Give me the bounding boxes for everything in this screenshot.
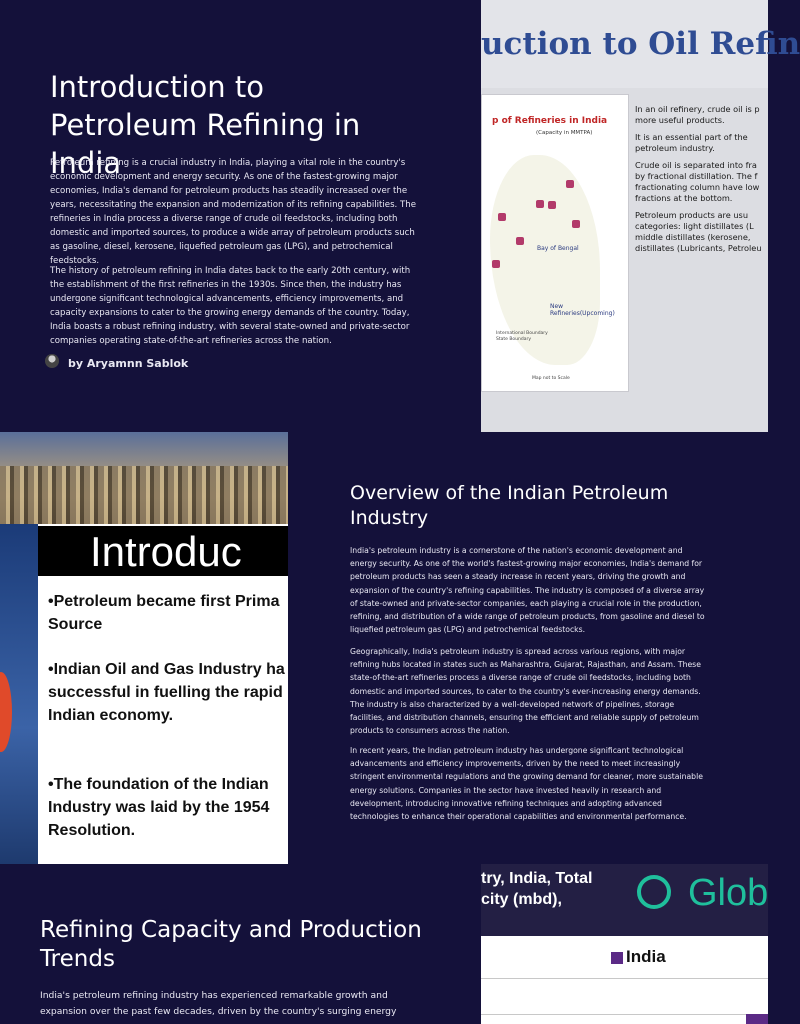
chart-bar xyxy=(746,1014,768,1024)
image-text-line: petroleum industry. xyxy=(635,143,715,153)
refinery-marker xyxy=(498,213,506,221)
image-text-line: fractions at the bottom. xyxy=(635,193,733,203)
image-text-line: fractionating column have low xyxy=(635,182,760,192)
map-note: Map not to Scale xyxy=(532,376,570,381)
logo-text: Glob xyxy=(688,872,769,914)
india-map xyxy=(481,94,629,392)
legend-state: State Boundary xyxy=(496,337,532,342)
globaldata-logo-icon xyxy=(637,875,671,909)
slide-3-title: Refining Capacity and Production Trends xyxy=(40,917,422,972)
image-text-line: distillates (Lubricants, Petroleu xyxy=(635,243,762,253)
image-text-line: categories: light distillates (L xyxy=(635,221,754,231)
image-heading: Introduc xyxy=(90,528,242,575)
refinery-marker xyxy=(548,201,556,209)
image-chart-title: try, India, Total city (mbd), xyxy=(481,870,593,908)
legend-label: India xyxy=(626,947,666,966)
slide-2-paragraph-1: India's petroleum industry is a cornerstone of the nation's economic development and energy security. As one of the world's fastest-growing major economies, India's demand for petroleum products has seen a steady increase in recent years, driving the growth and expansion of the country's refining capabilities. The industry is composed of a diverse array of state-owned and private-sector companies, each playing a crucial role in the production, refining, and distribution of a wide range of petroleum products, from gasoline and diesel to liquefied petroleum gas (LPG) and petrochemical feedstocks. xyxy=(350,546,705,635)
refinery-marker xyxy=(572,220,580,228)
image-text-line: more useful products. xyxy=(635,115,725,125)
slide-2-title: Overview of the Indian Petroleum Industry xyxy=(350,482,669,529)
slide-1-paragraph-1: Petroleum refining is a crucial industry in India, playing a vital role in the country's economic development and energy security. As one of the fastest-growing major economies, India's demand for petroleum products has steadily increased over the years, necessitating the expansion and modernization of its refining capabilities. The refineries in India process a diverse range of crude oil feedstocks, including both domestic and imported sources, to produce a wide array of petroleum products such as gasoline, diesel, kerosene, liquefied petroleum gas (LPG), and petrochemical feedstocks. xyxy=(50,158,417,266)
image-text-line: Crude oil is separated into fra xyxy=(635,160,757,170)
legend-border: International Boundary xyxy=(496,331,548,336)
bay-label: Bay of Bengal xyxy=(537,245,579,252)
refinery-marker xyxy=(492,260,500,268)
slide-1-title: Introduction to Petroleum Refining in India xyxy=(50,70,361,180)
author-avatar xyxy=(45,354,59,368)
image-header-text: uction to Oil Refin xyxy=(481,26,800,62)
slide-2-paragraph-3: In recent years, the Indian petroleum industry has undergone significant technological advancements and efficiency improvements, driven by the need to meet increasingly stringent environmental regulations and the growing demand for cleaner, more sustainable energy solutions. Companies in the sector have invested heavily in research and development, introducing innovative refining techniques and adopting advanced technologies to enhance their operational capabilities and environmental performance. xyxy=(350,746,703,822)
image-bullet-1: •Petroleum became first Prima Source xyxy=(48,593,280,633)
image-bullet-3: •The foundation of the Indian Industry was laid by the 1954 Resolution. xyxy=(48,776,270,839)
image-text-line: Petroleum products are usu xyxy=(635,210,749,220)
image-text-line: by fractional distillation. The f xyxy=(635,171,758,181)
map-subtitle: (Capacity in MMTPA) xyxy=(536,130,593,136)
refinery-marker xyxy=(566,180,574,188)
refinery-marker xyxy=(516,237,524,245)
author-name: by Aryamnn Sablok xyxy=(68,357,189,370)
image-text-line: It is an essential part of the xyxy=(635,132,748,142)
slide-1-paragraph-2: The history of petroleum refining in India dates back to the early 20th century, with the establishment of the first refineries in the 1930s. Since then, the industry has undergone significant technological advancements, efficiency improvements, and capacity expansions to cater to the growing energy demands of the country. Today, India boasts a robust refining industry, with several state-owned and private-sector companies operating state-of-the-art refineries across the nation. xyxy=(50,266,411,346)
image-bullet-2: •Indian Oil and Gas Industry ha successful in fuelling the rapid Indian economy. xyxy=(48,661,285,724)
slide-3-paragraph: India's petroleum refining industry has experienced remarkable growth and expansion over the past few decades, driven by the country's surging energy xyxy=(40,990,397,1017)
new-refineries-legend: New Refineries(Upcoming) xyxy=(550,303,615,317)
map-title: p of Refineries in India xyxy=(492,116,608,126)
image-text-line: In an oil refinery, crude oil is p xyxy=(635,104,760,114)
refinery-marker xyxy=(536,200,544,208)
slide-2-paragraph-2: Geographically, India's petroleum industry is spread across various regions, with major refining hubs located in states such as Maharashtra, Gujarat, Rajasthan, and Assam. These state-of-the-art refineries process a diverse range of crude oil feedstocks, including both domestic and imported sources, to cater to the country's ever-increasing energy demands. The industry is also characterized by a well-developed network of pipelines, storage facilities, and distribution channels, ensuring the efficient and reliable supply of petroleum products to consumers across the nation. xyxy=(350,647,701,736)
refinery-photo xyxy=(0,466,288,524)
capacity-chart-image xyxy=(481,864,768,1024)
legend-swatch xyxy=(611,952,623,964)
image-text-line: middle distillates (kerosene, xyxy=(635,232,751,242)
introduction-slide-image xyxy=(0,432,288,864)
refineries-map-image xyxy=(481,0,800,432)
